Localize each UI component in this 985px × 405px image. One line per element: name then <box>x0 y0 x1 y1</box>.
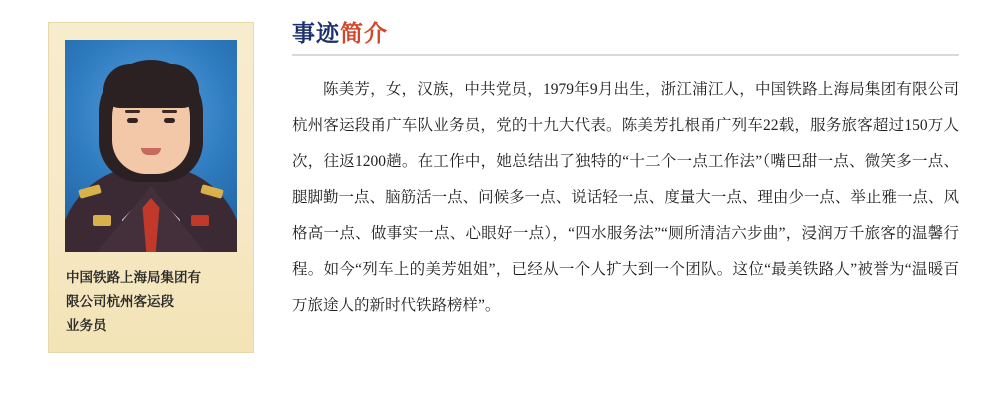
uniform-badge-right <box>191 215 209 226</box>
profile-caption-line: 限公司杭州客运段 <box>66 294 174 309</box>
uniform-badge-left <box>93 215 111 226</box>
page-title-primary: 事迹 <box>292 20 340 46</box>
profile-card <box>48 22 254 353</box>
portrait-photo <box>65 40 237 252</box>
profile-caption <box>66 266 236 338</box>
page-title-accent: 简介 <box>340 20 388 46</box>
article-body: 陈美芳，女，汉族，中共党员，1979年9月出生，浙江浦江人，中国铁路上海局集团有限公司杭州客运段甬广车队业务员，党的十九大代表。陈美芳扎根甬广列车22载，服务旅客超过150万人次，往返1200趟。在工作中，她总结出了独特的“十二个一点工作法”（嘴巴甜一点、微笑多一点、腿脚勤一点、脑筋活一点、问候多一点、说话轻一点、度量大一点、理由少一点、举止雅一点、风格高一点、做事实一点、心眼好一点），“四水服务法”“厕所清洁六步曲”，浸润万千旅客的温馨行程。如今“列车上的美芳姐姐”，已经从一个人扩大到一个团队。这位“最美铁路人”被誉为“温暖百万旅途人的新时代铁路榜样”。 <box>292 81 959 314</box>
article-section <box>292 16 959 340</box>
profile-caption-line: 业务员 <box>66 318 107 333</box>
profile-caption-line: 中国铁路上海局集团有 <box>66 270 201 285</box>
portrait-eye-right <box>164 118 175 123</box>
portrait-fringe <box>103 64 199 108</box>
page-title <box>292 16 959 50</box>
title-divider <box>292 54 959 56</box>
portrait-eye-left <box>127 118 138 123</box>
portrait-brow-right <box>162 110 177 113</box>
portrait-brow-left <box>125 110 140 113</box>
